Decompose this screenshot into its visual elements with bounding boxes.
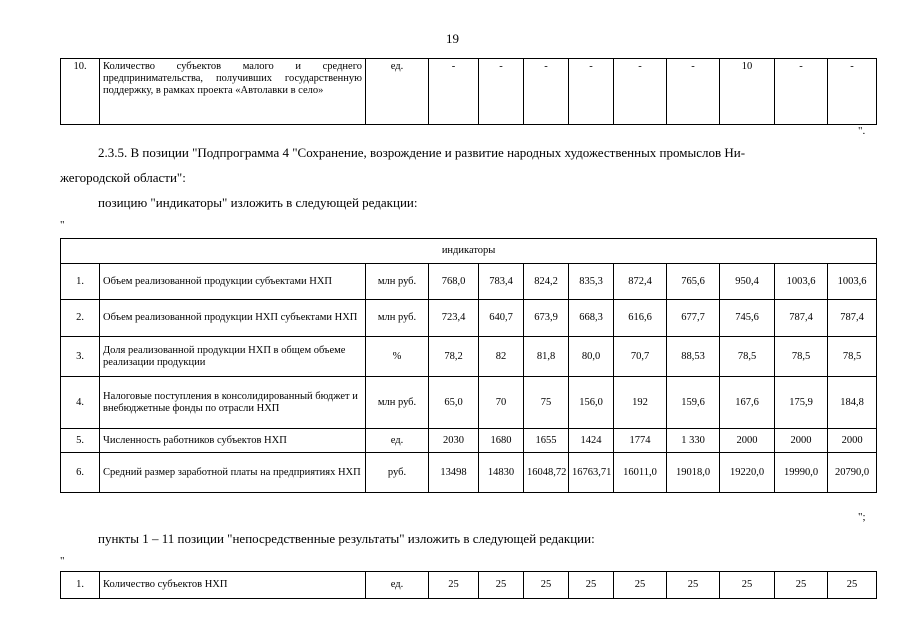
value-cell: 25: [429, 572, 479, 599]
value-cell: 1655: [524, 429, 569, 453]
value-cell: 673,9: [524, 300, 569, 337]
value-cell: 70: [479, 377, 524, 429]
paragraph-results: пункты 1 – 11 позиции "непосредственные результаты" изложить в следующей редакции:: [98, 531, 595, 546]
table-row: [61, 59, 877, 125]
value-cell: 16763,71: [569, 453, 614, 493]
value-cell: 192: [614, 377, 667, 429]
value-cell: 159,6: [667, 377, 720, 429]
value-cell: 1680: [479, 429, 524, 453]
result-name: Количество субъектов НХП: [100, 572, 366, 599]
value-cell: 783,4: [479, 264, 524, 300]
row-number: 5.: [61, 429, 100, 453]
value-cell: 835,3: [569, 264, 614, 300]
value-cell: 616,6: [614, 300, 667, 337]
indicator-name: Численность работников субъектов НХП: [100, 429, 366, 453]
indicator-name: Средний размер заработной платы на предприятиях НХП: [100, 453, 366, 493]
value-cell: 70,7: [614, 337, 667, 377]
table-row: [61, 453, 877, 493]
row-number: 2.: [61, 300, 100, 337]
indicators-table: [60, 238, 877, 493]
table-row: [61, 337, 877, 377]
value-cell: 765,6: [667, 264, 720, 300]
unit-cell: ед.: [366, 429, 429, 453]
value-cell: 768,0: [429, 264, 479, 300]
row-number: 3.: [61, 337, 100, 377]
value-cell: -: [614, 59, 667, 125]
table-header-row: [61, 239, 877, 264]
indicator-name: Налоговые поступления в консолидированный бюджет и внебюджетные фонды по отрасли НХП: [100, 377, 366, 429]
value-cell: 175,9: [775, 377, 828, 429]
value-cell: -: [429, 59, 479, 125]
indicator-name: Количество субъектов малого и среднего предпринимательства, получивших государственную поддержку, в рамках проекта «Автолавки в село»: [100, 59, 366, 125]
unit-cell: млн руб.: [366, 264, 429, 300]
value-cell: -: [775, 59, 828, 125]
unit-cell: млн руб.: [366, 300, 429, 337]
value-cell: 1003,6: [828, 264, 877, 300]
value-cell: 16048,72: [524, 453, 569, 493]
value-cell: -: [667, 59, 720, 125]
closing-quote: ";: [858, 511, 866, 523]
paragraph-2-3-5-line1: 2.3.5. В позиции "Подпрограмма 4 "Сохранение, возрождение и развитие народных художественных промыслов Ни-: [98, 145, 746, 160]
value-cell: 82: [479, 337, 524, 377]
value-cell: 25: [569, 572, 614, 599]
value-cell: 167,6: [720, 377, 775, 429]
value-cell: 16011,0: [614, 453, 667, 493]
table-row: [61, 300, 877, 337]
value-cell: -: [569, 59, 614, 125]
value-cell: 80,0: [569, 337, 614, 377]
value-cell: 787,4: [828, 300, 877, 337]
unit-cell: %: [366, 337, 429, 377]
value-cell: 25: [775, 572, 828, 599]
value-cell: 1424: [569, 429, 614, 453]
page-number: 19: [446, 31, 459, 46]
value-cell: 1774: [614, 429, 667, 453]
value-cell: 78,5: [720, 337, 775, 377]
value-cell: 1003,6: [775, 264, 828, 300]
indicator-name: Доля реализованной продукции НХП в общем объеме реализации продукции: [100, 337, 366, 377]
value-cell: 1 330: [667, 429, 720, 453]
value-cell: 25: [614, 572, 667, 599]
table-row: [61, 572, 877, 599]
table-row: [61, 264, 877, 300]
results-table: [60, 571, 877, 599]
value-cell: 14830: [479, 453, 524, 493]
value-cell: 19018,0: [667, 453, 720, 493]
value-cell: -: [828, 59, 877, 125]
closing-quote: ".: [858, 125, 866, 137]
value-cell: 723,4: [429, 300, 479, 337]
paragraph-indicators: позицию "индикаторы" изложить в следующей редакции:: [98, 195, 418, 210]
unit-cell: ед.: [366, 572, 429, 599]
unit-cell: ед.: [366, 59, 429, 125]
value-cell: 78,5: [775, 337, 828, 377]
value-cell: 78,5: [828, 337, 877, 377]
value-cell: 677,7: [667, 300, 720, 337]
paragraph-2-3-5-line2: жегородской области":: [60, 170, 186, 185]
value-cell: 19990,0: [775, 453, 828, 493]
value-cell: 2000: [828, 429, 877, 453]
value-cell: 787,4: [775, 300, 828, 337]
indicator-name: Объем реализованной продукции субъектами НХП: [100, 264, 366, 300]
value-cell: 872,4: [614, 264, 667, 300]
value-cell: 75: [524, 377, 569, 429]
value-cell: 2000: [775, 429, 828, 453]
unit-cell: руб.: [366, 453, 429, 493]
value-cell: 78,2: [429, 337, 479, 377]
value-cell: 19220,0: [720, 453, 775, 493]
row-number: 1.: [61, 572, 100, 599]
previous-table-fragment: [60, 58, 877, 125]
table-row: [61, 429, 877, 453]
value-cell: 2030: [429, 429, 479, 453]
value-cell: 10: [720, 59, 775, 125]
value-cell: -: [524, 59, 569, 125]
value-cell: 25: [720, 572, 775, 599]
opening-quote: ": [60, 219, 65, 231]
value-cell: 640,7: [479, 300, 524, 337]
row-number: 1.: [61, 264, 100, 300]
value-cell: 745,6: [720, 300, 775, 337]
value-cell: 156,0: [569, 377, 614, 429]
value-cell: 65,0: [429, 377, 479, 429]
indicator-name: Объем реализованной продукции НХП субъектами НХП: [100, 300, 366, 337]
value-cell: 13498: [429, 453, 479, 493]
unit-cell: млн руб.: [366, 377, 429, 429]
value-cell: 25: [479, 572, 524, 599]
value-cell: 25: [828, 572, 877, 599]
row-number: 4.: [61, 377, 100, 429]
value-cell: 88,53: [667, 337, 720, 377]
row-number: 6.: [61, 453, 100, 493]
value-cell: 950,4: [720, 264, 775, 300]
value-cell: 668,3: [569, 300, 614, 337]
value-cell: 81,8: [524, 337, 569, 377]
value-cell: 184,8: [828, 377, 877, 429]
value-cell: 2000: [720, 429, 775, 453]
opening-quote: ": [60, 555, 65, 567]
value-cell: -: [479, 59, 524, 125]
value-cell: 824,2: [524, 264, 569, 300]
row-number: 10.: [61, 59, 100, 125]
value-cell: 25: [667, 572, 720, 599]
value-cell: 20790,0: [828, 453, 877, 493]
table-row: [61, 377, 877, 429]
indicators-header: индикаторы: [61, 239, 877, 264]
value-cell: 25: [524, 572, 569, 599]
